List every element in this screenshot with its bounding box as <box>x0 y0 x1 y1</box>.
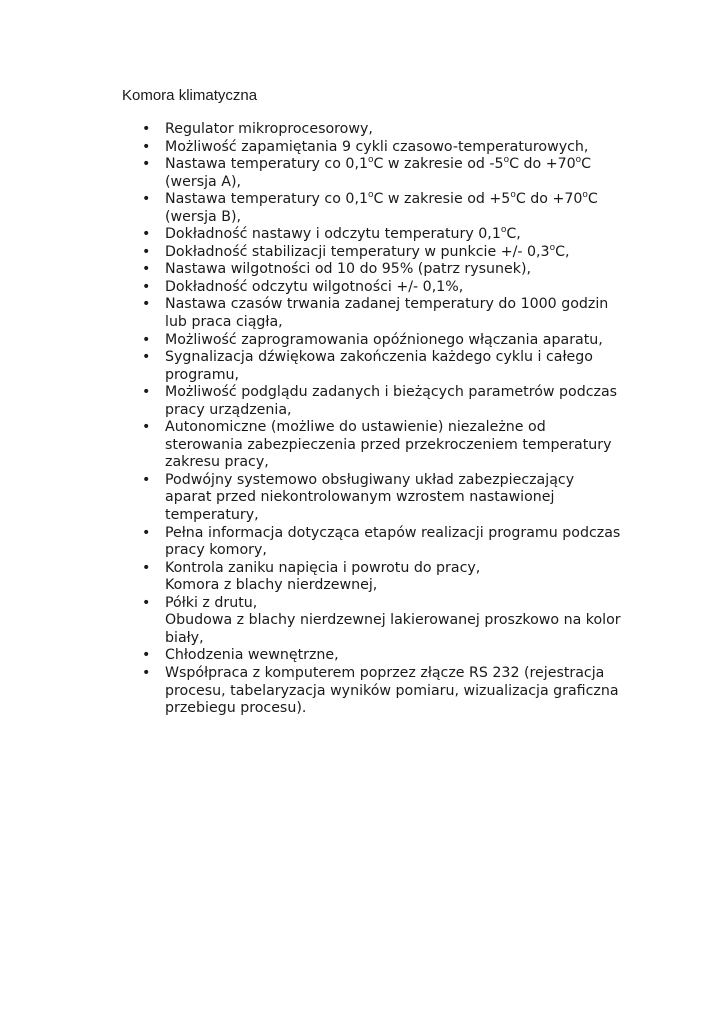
list-item <box>140 525 640 560</box>
list-item-line <box>165 437 640 455</box>
list-item-line <box>165 542 640 560</box>
list-item-line <box>165 121 640 139</box>
degree-superscript: o <box>503 155 510 166</box>
text-run: temperatury, <box>165 507 259 524</box>
text-run: procesu, tabelaryzacja wyników pomiaru, wizualizacja graficzna <box>165 682 619 699</box>
list-item-line <box>165 472 640 490</box>
text-run: Podwójny systemowo obsługiwany układ zabezpieczający <box>165 471 575 488</box>
text-run: Nastawa wilgotności od 10 do 95% (patrz rysunek), <box>165 261 531 278</box>
list-item <box>140 560 640 595</box>
list-item-line <box>165 314 640 332</box>
list-item-line <box>165 209 640 227</box>
list-item-line <box>165 577 640 595</box>
text-run: (wersja A), <box>165 173 241 190</box>
text-run: Nastawa temperatury co 0,1 <box>165 191 368 208</box>
list-item-line <box>165 139 640 157</box>
list-item-line <box>165 560 640 578</box>
text-run: Sygnalizacja dźwiękowa zakończenia każdego cyklu i całego <box>165 349 593 366</box>
list-item <box>140 226 640 244</box>
text-run: Możliwość zaprogramowania opóźnionego włączania aparatu, <box>165 331 603 348</box>
degree-superscript: o <box>575 155 582 166</box>
list-item-line <box>165 349 640 367</box>
list-item-line <box>165 226 640 244</box>
list-item <box>140 244 640 262</box>
text-run: Możliwość podglądu zadanych i bieżących parametrów podczas <box>165 384 618 401</box>
text-run: programu, <box>165 366 240 383</box>
list-item <box>140 121 640 139</box>
text-run: Nastawa temperatury co 0,1 <box>165 156 368 173</box>
text-run: pracy urządzenia, <box>165 401 292 418</box>
degree-superscript: o <box>510 190 516 201</box>
list-item-line <box>165 419 640 437</box>
text-run: C, <box>555 243 570 260</box>
list-item-line <box>165 279 640 297</box>
text-run: Współpraca z komputerem poprzez złącze RS 232 (rejestracja <box>165 664 605 681</box>
list-item-line <box>165 296 640 314</box>
text-run: Dokładność odczytu wilgotności +/- 0,1%, <box>165 278 464 295</box>
list-item-line <box>165 507 640 525</box>
text-run: aparat przed niekontrolowanym wzrostem nastawionej <box>165 489 555 506</box>
list-item <box>140 139 640 157</box>
list-item-line <box>165 665 640 683</box>
list-item <box>140 384 640 419</box>
text-run: C w zakresie od -5 <box>373 156 504 173</box>
document-title: Komora klimatyczna <box>122 87 258 104</box>
text-run: C <box>581 156 592 173</box>
text-run: Chłodzenia wewnętrzne, <box>165 647 339 664</box>
list-item-line <box>165 489 640 507</box>
list-item-line <box>165 156 640 174</box>
list-item <box>140 156 640 191</box>
list-item <box>140 191 640 226</box>
degree-superscript: o <box>549 242 556 253</box>
list-item <box>140 665 640 718</box>
list-item-line <box>165 384 640 402</box>
list-item <box>140 261 640 279</box>
list-item-line <box>165 191 640 209</box>
text-run: Półki z drutu, <box>165 594 258 611</box>
list-item-line <box>165 402 640 420</box>
text-run: (wersja B), <box>165 208 242 225</box>
text-run: Możliwość zapamiętania 9 cykli czasowo-temperaturowych, <box>165 138 589 155</box>
degree-superscript: o <box>367 155 374 166</box>
text-run: lub praca ciągła, <box>165 314 283 331</box>
text-run: Komora z blachy nierdzewnej, <box>165 577 378 594</box>
text-run: Pełna informacja dotycząca etapów realizacji programu podczas <box>165 524 621 541</box>
text-run: Obudowa z blachy nierdzewnej lakierowanej proszkowo na kolor <box>165 612 621 629</box>
list-item <box>140 296 640 331</box>
text-run: C <box>587 191 598 208</box>
degree-superscript: o <box>500 225 507 236</box>
list-item <box>140 647 640 665</box>
text-run: C, <box>506 226 521 243</box>
text-run: C do +70 <box>515 191 583 208</box>
text-run: Nastawa czasów trwania zadanej temperatury do 1000 godzin <box>165 296 609 313</box>
degree-superscript: o <box>367 190 374 201</box>
list-item-line <box>165 612 640 630</box>
text-run: Autonomiczne (możliwe do ustawienie) niezależne od <box>165 419 546 436</box>
text-run: zakresu pracy, <box>165 454 269 471</box>
list-item-line <box>165 630 640 648</box>
list-item-line <box>165 261 640 279</box>
text-run: C w zakresie od +5 <box>373 191 511 208</box>
feature-list <box>140 121 640 718</box>
degree-superscript: o <box>582 190 588 201</box>
text-run: Dokładność stabilizacji temperatury w punkcie +/- 0,3 <box>165 243 550 260</box>
list-item <box>140 595 640 648</box>
list-item <box>140 349 640 384</box>
text-run: Regulator mikroprocesorowy, <box>165 121 373 137</box>
text-run: Dokładność nastawy i odczytu temperatury 0,1 <box>165 226 501 243</box>
text-run: C do +70 <box>509 156 576 173</box>
text-run: przebiegu procesu). <box>165 700 307 717</box>
list-item-line <box>165 454 640 472</box>
list-item-line <box>165 367 640 385</box>
list-item <box>140 419 640 472</box>
list-item-line <box>165 525 640 543</box>
list-item <box>140 472 640 525</box>
list-item-line <box>165 683 640 701</box>
list-item-line <box>165 244 640 262</box>
text-run: biały, <box>165 629 204 646</box>
list-item <box>140 279 640 297</box>
list-item <box>140 332 640 350</box>
list-item-line <box>165 700 640 718</box>
list-item-line <box>165 647 640 665</box>
list-item-line <box>165 595 640 613</box>
text-run: Kontrola zaniku napięcia i powrotu do pracy, <box>165 559 481 576</box>
list-item-line <box>165 174 640 192</box>
text-run: pracy komory, <box>165 542 267 559</box>
text-run: sterowania zabezpieczenia przed przekroczeniem temperatury <box>165 436 612 453</box>
list-item-line <box>165 332 640 350</box>
